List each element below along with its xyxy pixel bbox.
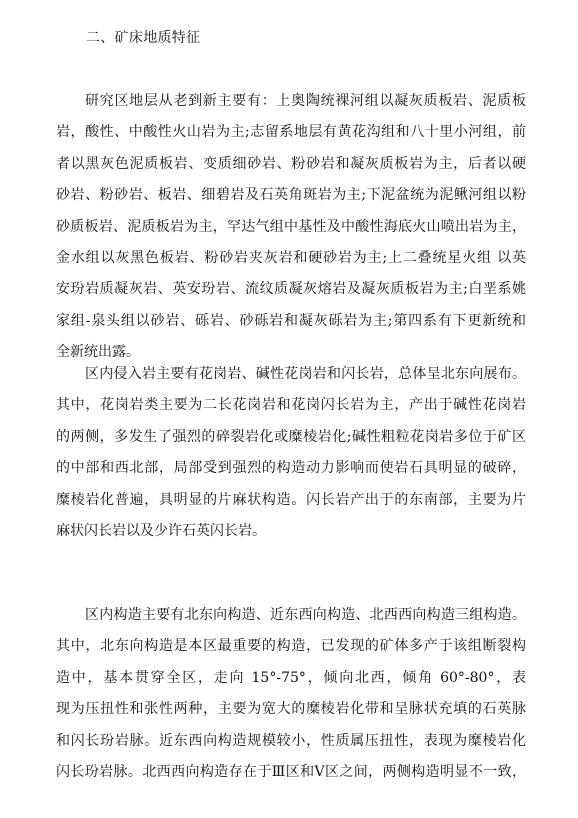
paragraph-line: 砂岩、粉砂岩、板岩、细碧岩及石英角斑岩为主;下泥盆统为泥鳅河组以粉 bbox=[56, 187, 526, 204]
paragraph-strata bbox=[56, 86, 526, 369]
paragraph-intrusive-rocks bbox=[56, 359, 526, 547]
paragraph-line: 造中，基本贯穿全区，走向 15°-75°，倾向北西，倾角 60°-80°，表 bbox=[56, 669, 526, 686]
paragraph-line: 区内构造主要有北东向构造、近东西向构造、北西西向构造三组构造。 bbox=[85, 607, 526, 623]
paragraph-line: 其中，北东向构造是本区最重要的构造，已发现的矿体多产于该组断裂构 bbox=[56, 638, 526, 655]
paragraph-line: 麻状闪长岩以及少许石英闪长岩。 bbox=[56, 522, 266, 539]
paragraph-line: 岩，酸性、中酸性火山岩为主;志留系地层有黄花沟组和八十里小河组，前 bbox=[56, 124, 526, 141]
paragraph-line: 安玢岩质凝灰岩、英安玢岩、流纹质凝灰熔岩及凝灰质板岩为主;白垩系姚 bbox=[56, 281, 526, 298]
paragraph-line: 全新统出露。 bbox=[56, 344, 140, 361]
paragraph-line: 其中，花岗岩类主要为二长花岗岩和花岗闪长岩为主，产出于碱性花岗岩 bbox=[56, 397, 526, 414]
paragraph-line: 糜棱岩化普遍，具明显的片麻状构造。闪长岩产出于的东南部，主要为片 bbox=[56, 491, 526, 508]
paragraph-line: 者以黑灰色泥质板岩、变质细砂岩、粉砂岩和凝灰质板岩为主，后者以硬 bbox=[56, 155, 526, 172]
paragraph-structures bbox=[56, 600, 526, 788]
section-heading: 二、矿床地质特征 bbox=[86, 30, 201, 46]
paragraph-line: 现为压扭性和张性两种，主要为宽大的糜棱岩化带和呈脉状充填的石英脉 bbox=[56, 701, 526, 718]
paragraph-line: 区内侵入岩主要有花岗岩、碱性花岗岩和闪长岩，总体呈北东向展布。 bbox=[85, 366, 526, 382]
paragraph-line: 家组-泉头组以砂岩、砾岩、砂砾岩和凝灰砾岩为主;第四系有下更新统和 bbox=[56, 312, 526, 329]
paragraph-line: 的中部和西北部，局部受到强烈的构造动力影响而使岩石具明显的破碎， bbox=[56, 460, 526, 477]
paragraph-line: 闪长玢岩脉。北西西向构造存在于Ⅲ区和Ⅴ区之间，两侧构造明显不一致， bbox=[56, 763, 526, 780]
paragraph-line: 砂质板岩、泥质板岩为主，罕达气组中基性及中酸性海底火山喷出岩为主， bbox=[56, 218, 526, 235]
paragraph-line: 的两侧，多发生了强烈的碎裂岩化或糜棱岩化;碱性粗粒花岗岩多位于矿区 bbox=[56, 428, 526, 445]
paragraph-line: 研究区地层从老到新主要有：上奥陶统裸河组以凝灰质板岩、泥质板 bbox=[85, 93, 526, 109]
paragraph-line: 金水组以灰黑色板岩、粉砂岩夹灰岩和硬砂岩为主;上二叠统星火组 以英 bbox=[56, 249, 526, 266]
paragraph-line: 和闪长玢岩脉。近东西向构造规模较小，性质属压扭性，表现为糜棱岩化 bbox=[56, 732, 526, 749]
